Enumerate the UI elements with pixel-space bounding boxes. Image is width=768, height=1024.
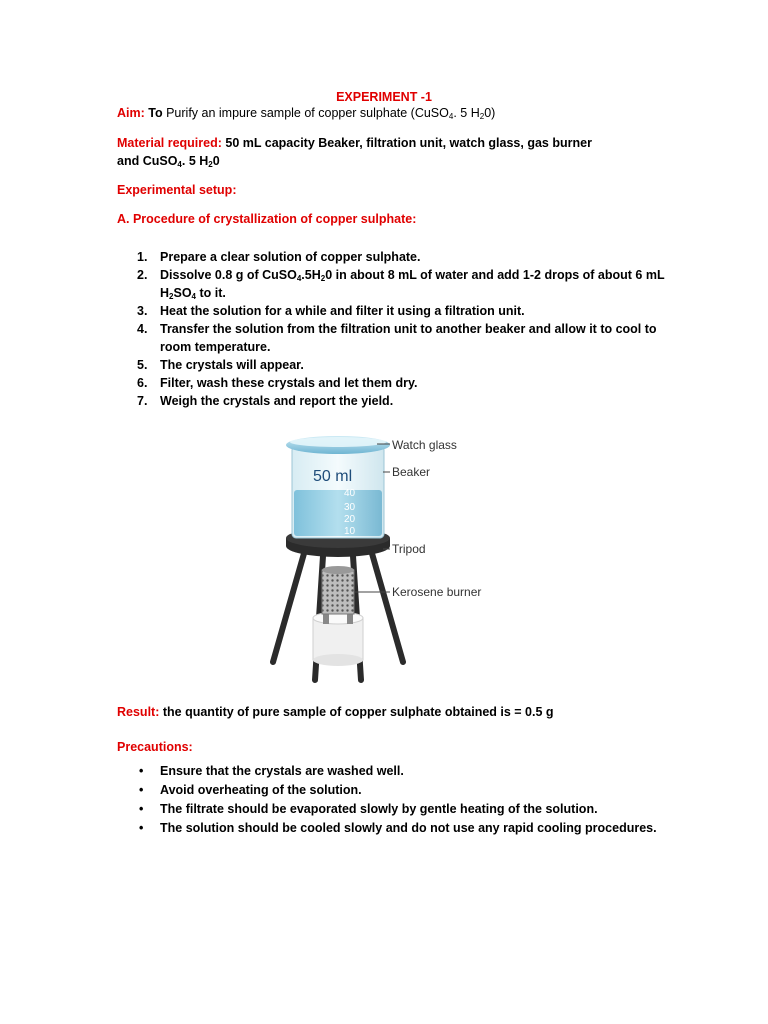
procedure-steps — [137, 248, 677, 410]
experimental-setup-label: Experimental setup: — [117, 183, 237, 197]
materials-line-2: and CuSO$_4$. 5 $H_20$ — [117, 154, 220, 169]
mark-30: 30 — [344, 502, 356, 513]
result-text: the quantity of pure sample of copper sulphate obtained is = 0.5 g — [162, 705, 554, 719]
list-item: 4. Transfer the solution from the filtration unit to another beaker and allow it to cool to room temperature. — [137, 322, 657, 354]
aim-text: Purify an impure sample of copper sulphate (CuSO — [166, 106, 449, 120]
list-item: • The filtrate should be evaporated slowly by gentle heating of the solution. — [139, 802, 598, 816]
list-item: 5. The crystals will appear. — [137, 358, 304, 372]
label-watch-glass: Watch glass — [392, 438, 457, 452]
list-item: • The solution should be cooled slowly and do not use any rapid cooling procedures. — [139, 821, 657, 835]
procedure-heading: A. Procedure of crystallization of copper sulphate: — [117, 212, 417, 226]
apparatus-figure — [265, 418, 565, 688]
precautions-label: Precautions: — [117, 740, 193, 754]
aim-to: To — [148, 106, 163, 120]
result-label: Result: — [117, 705, 160, 719]
materials-line — [117, 136, 592, 150]
list-item: 1. Prepare a clear solution of copper sulphate. — [137, 250, 421, 264]
list-item: • Ensure that the crystals are washed well. — [139, 764, 404, 778]
beaker — [292, 446, 384, 538]
result-line — [117, 705, 554, 719]
label-kerosene-burner: Kerosene burner — [392, 585, 482, 599]
aim-label: Aim: — [117, 106, 145, 120]
precautions-list — [137, 762, 677, 838]
aim-line: Aim: To Purify an impure sample of copper sulphate (CuSO$_4$. 5 $H_20$) — [117, 106, 496, 121]
materials-text: 50 mL capacity Beaker, filtration unit, watch glass, gas burner — [225, 136, 592, 150]
label-beaker: Beaker — [392, 465, 431, 479]
list-item: 6. Filter, wash these crystals and let them dry. — [137, 376, 418, 390]
label-tripod: Tripod — [392, 542, 426, 556]
watch-glass — [286, 436, 390, 454]
mark-40: 40 — [344, 488, 356, 499]
experiment-title: EXPERIMENT -1 — [336, 90, 432, 104]
list-item: 3. Heat the solution for a while and filter it using a filtration unit. — [137, 304, 525, 318]
mark-10: 10 — [344, 526, 356, 537]
list-item: 2. Dissolve 0.8 g of $CuSO_4.5H_20$ in about 8 mL of water and add 1-2 drops of about 6 mL $H_2SO_4$ to it. — [137, 268, 665, 301]
mark-20: 20 — [344, 514, 356, 525]
materials-label: Material required: — [117, 136, 222, 150]
list-item: • Avoid overheating of the solution. — [139, 783, 362, 797]
apparatus-diagram — [265, 418, 565, 688]
beaker-capacity-label: 50 ml — [313, 468, 353, 485]
list-item: 7. Weigh the crystals and report the yield. — [137, 394, 394, 408]
